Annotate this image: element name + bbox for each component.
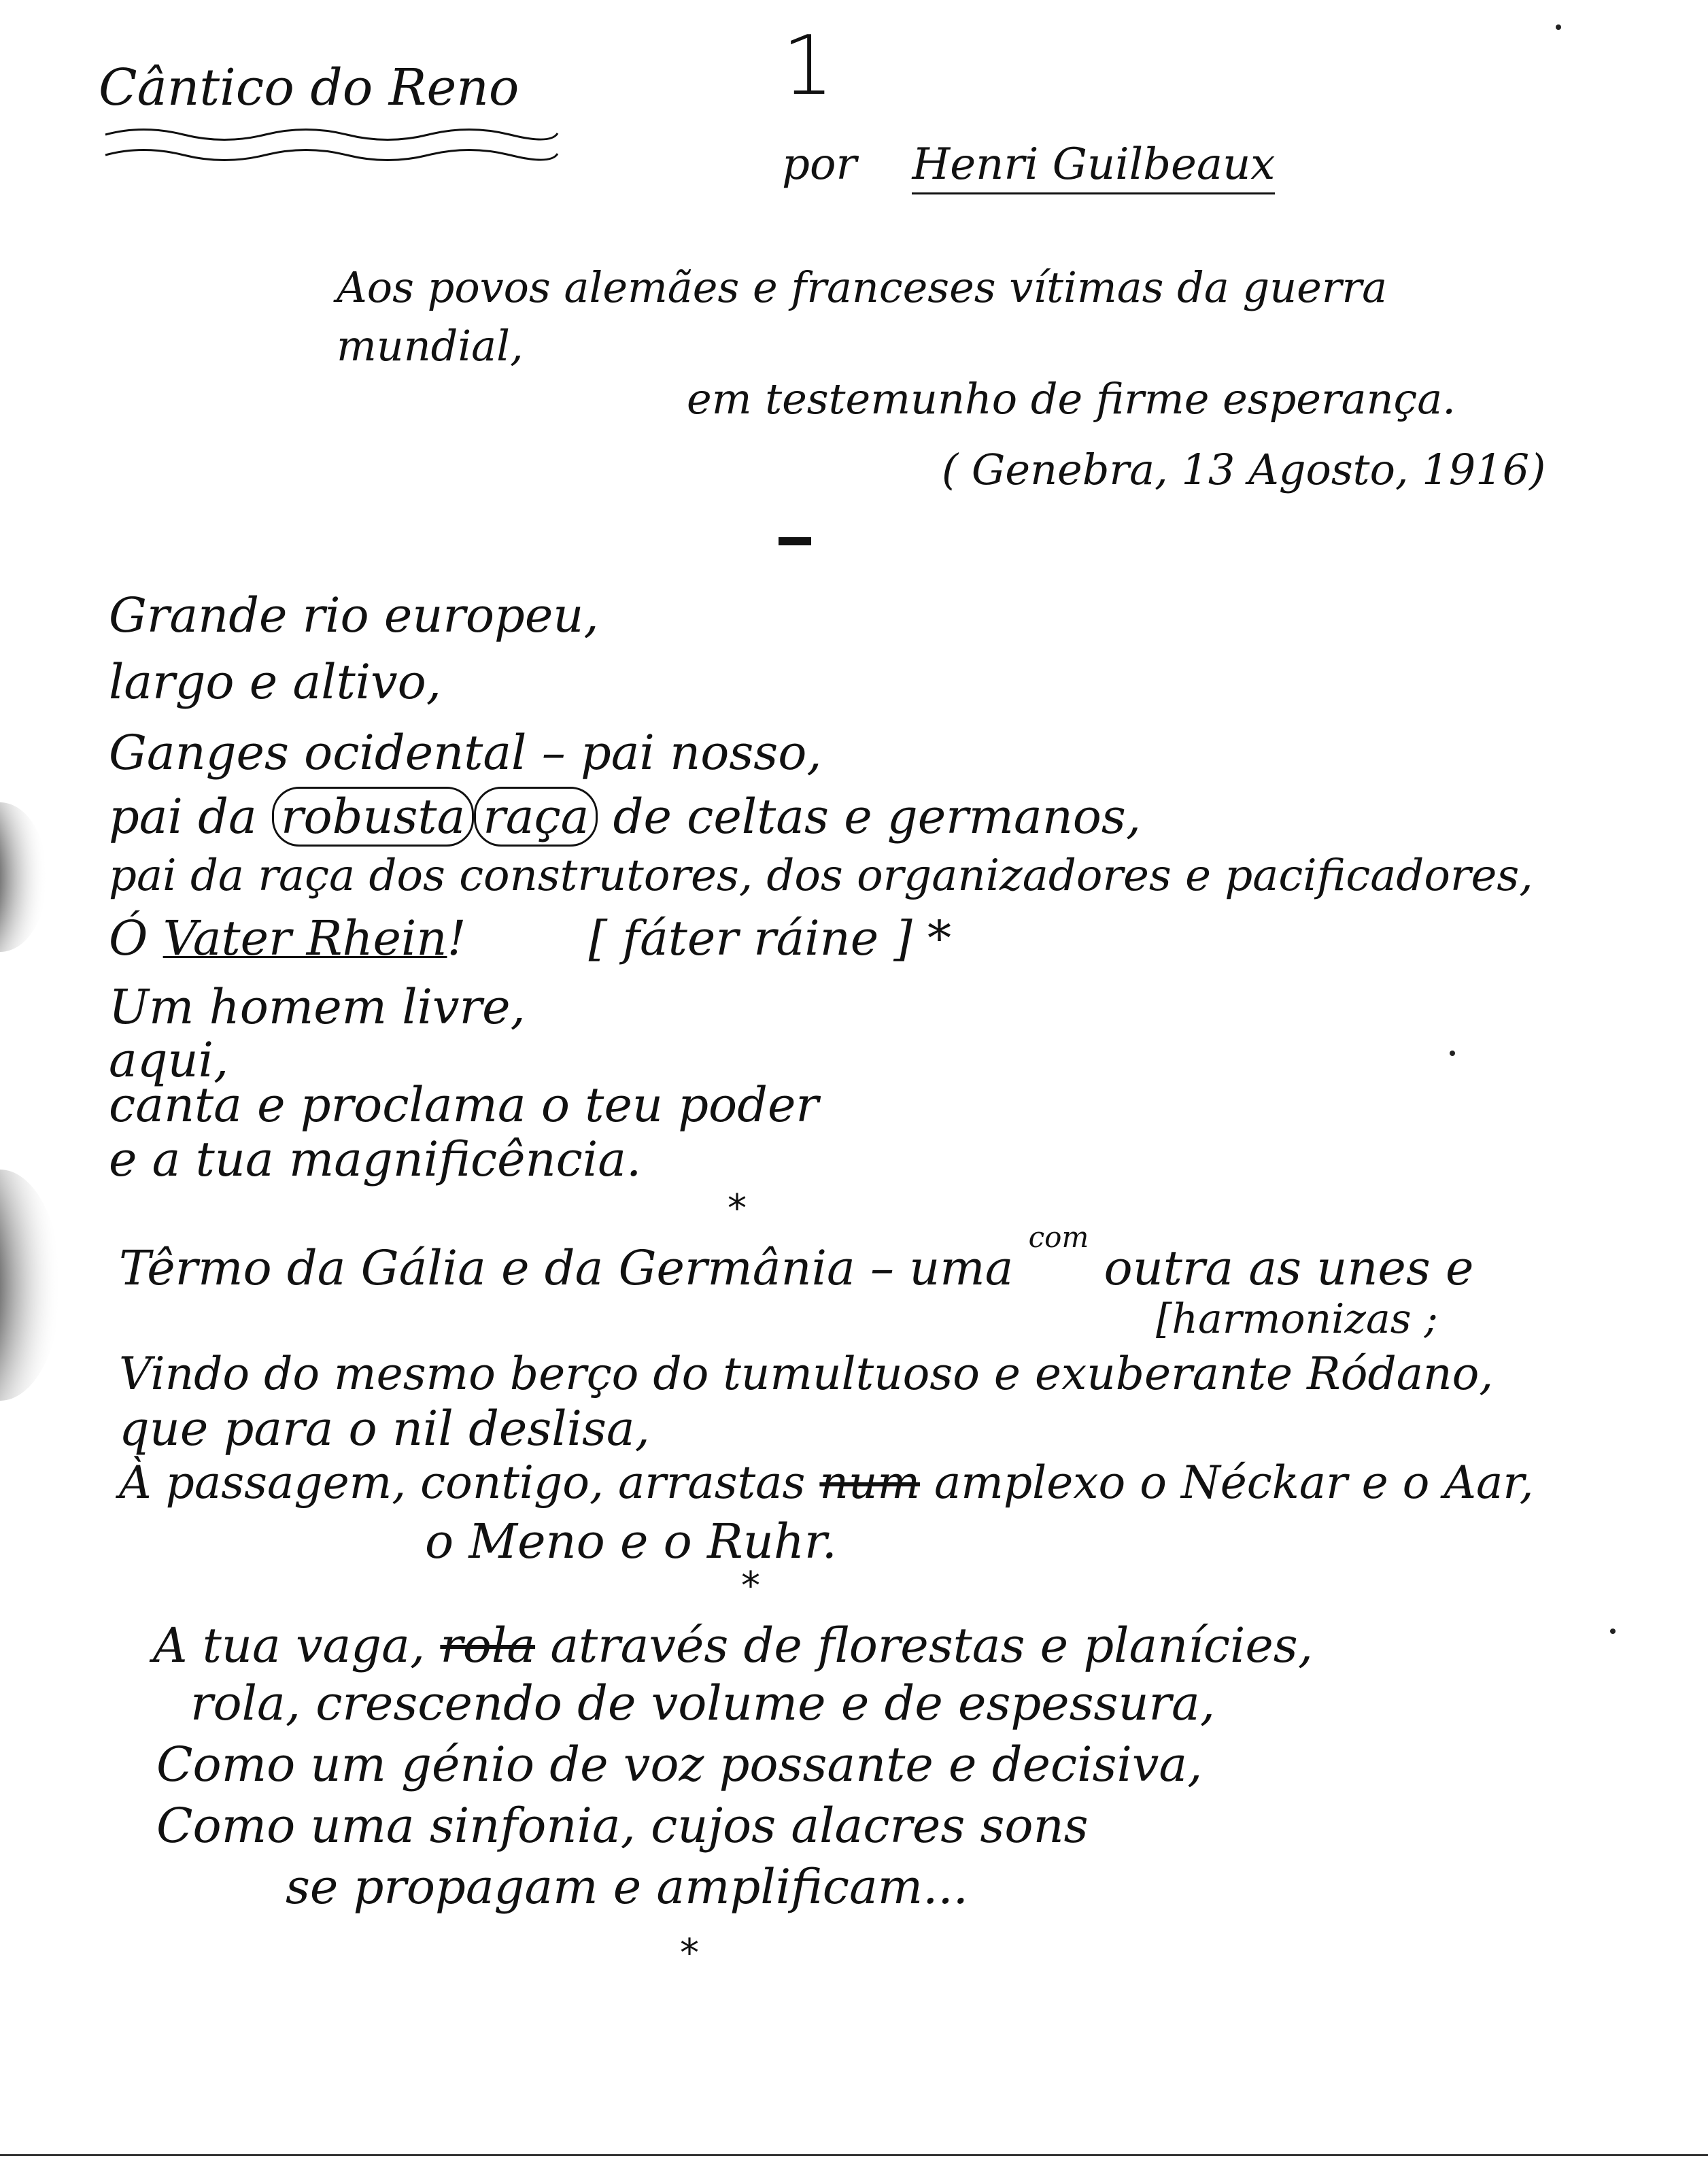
poem-line: Grande rio europeu,: [109, 587, 599, 643]
poem-text: A tua vaga,: [153, 1618, 441, 1673]
circled-word: robusta: [272, 787, 474, 847]
poem-line: Um homem livre,: [109, 979, 526, 1035]
dedication-line-1: Aos povos alemães e franceses vítimas da guerra: [337, 262, 1388, 312]
section-dash: [779, 537, 811, 545]
poem-text: Têrmo da Gália e da Germânia – uma: [119, 1240, 1029, 1296]
manuscript-title: Cântico do Reno: [99, 58, 519, 117]
poem-line: aqui,: [109, 1032, 229, 1088]
poem-line: [119, 1456, 1534, 1509]
scan-speck: [1450, 1051, 1455, 1056]
inserted-word: com: [1028, 1221, 1089, 1254]
poem-text: !: [447, 910, 466, 966]
poem-line: canta e proclama o teu poder: [109, 1077, 819, 1133]
poem-text: Ó: [109, 910, 163, 966]
poem-text: amplexo o Néckar e o Aar,: [919, 1456, 1534, 1509]
author-line: [782, 139, 1276, 190]
poem-line: e a tua magnificência.: [109, 1131, 642, 1187]
poem-line: [109, 910, 951, 966]
author-name: Henri Guilbeaux: [912, 139, 1275, 194]
circled-word: raça: [474, 787, 598, 847]
poem-line: largo e altivo,: [109, 654, 442, 710]
poem-text: através de florestas e planícies,: [535, 1618, 1313, 1673]
poem-line: Ganges ocidental – pai nosso,: [109, 725, 822, 781]
poem-text: pai da: [109, 789, 272, 845]
scan-speck: [1610, 1629, 1616, 1634]
poem-line: [harmonizas ;: [1156, 1295, 1438, 1343]
pronunciation-note: [ fáter ráine ]: [588, 910, 912, 966]
poem-line: Como um génio de voz possante e decisiva,: [156, 1737, 1203, 1792]
author-prefix: por: [782, 139, 857, 190]
dedication-date: ( Genebra, 13 Agosto, 1916): [942, 445, 1546, 494]
poem-line: que para o nil deslisa,: [119, 1401, 650, 1456]
dedication-line-2: mundial,: [337, 321, 524, 371]
scan-edge-line: [0, 2154, 1708, 2156]
poem-text: de celtas e germanos,: [598, 789, 1142, 845]
struck-word: rola: [440, 1618, 536, 1673]
poem-line: [109, 789, 1142, 845]
poem-text: outra as unes e: [1089, 1240, 1474, 1296]
poem-line: Vindo do mesmo berço do tumultuoso e exuberante Ródano,: [119, 1348, 1494, 1400]
struck-word: num: [819, 1456, 920, 1509]
scan-speck: [1556, 24, 1561, 30]
title-underline-wave: [102, 121, 564, 169]
poem-line: se propagam e amplificam...: [286, 1859, 968, 1915]
poem-line: pai da raça dos construtores, dos organizadores e pacificadores,: [109, 851, 1533, 901]
scan-shadow: [0, 796, 65, 1408]
page-number: 1: [782, 19, 834, 114]
poem-line: [153, 1618, 1313, 1673]
stanza-separator: *: [728, 1187, 747, 1231]
poem-line: [119, 1221, 1474, 1296]
poem-line: Como uma sinfonia, cujos alacres sons: [156, 1798, 1089, 1854]
footnote-mark: *: [927, 910, 951, 966]
stanza-separator: *: [741, 1564, 760, 1608]
dedication-line-3: em testemunho de firme esperança.: [687, 374, 1456, 424]
stanza-separator: *: [680, 1931, 699, 1975]
poem-line: rola, crescendo de volume e de espessura,: [190, 1675, 1215, 1731]
underlined-phrase: Vater Rhein: [163, 910, 447, 966]
poem-line: o Meno e o Ruhr.: [425, 1514, 837, 1569]
poem-text: À passagem, contigo, arrastas: [119, 1456, 820, 1509]
